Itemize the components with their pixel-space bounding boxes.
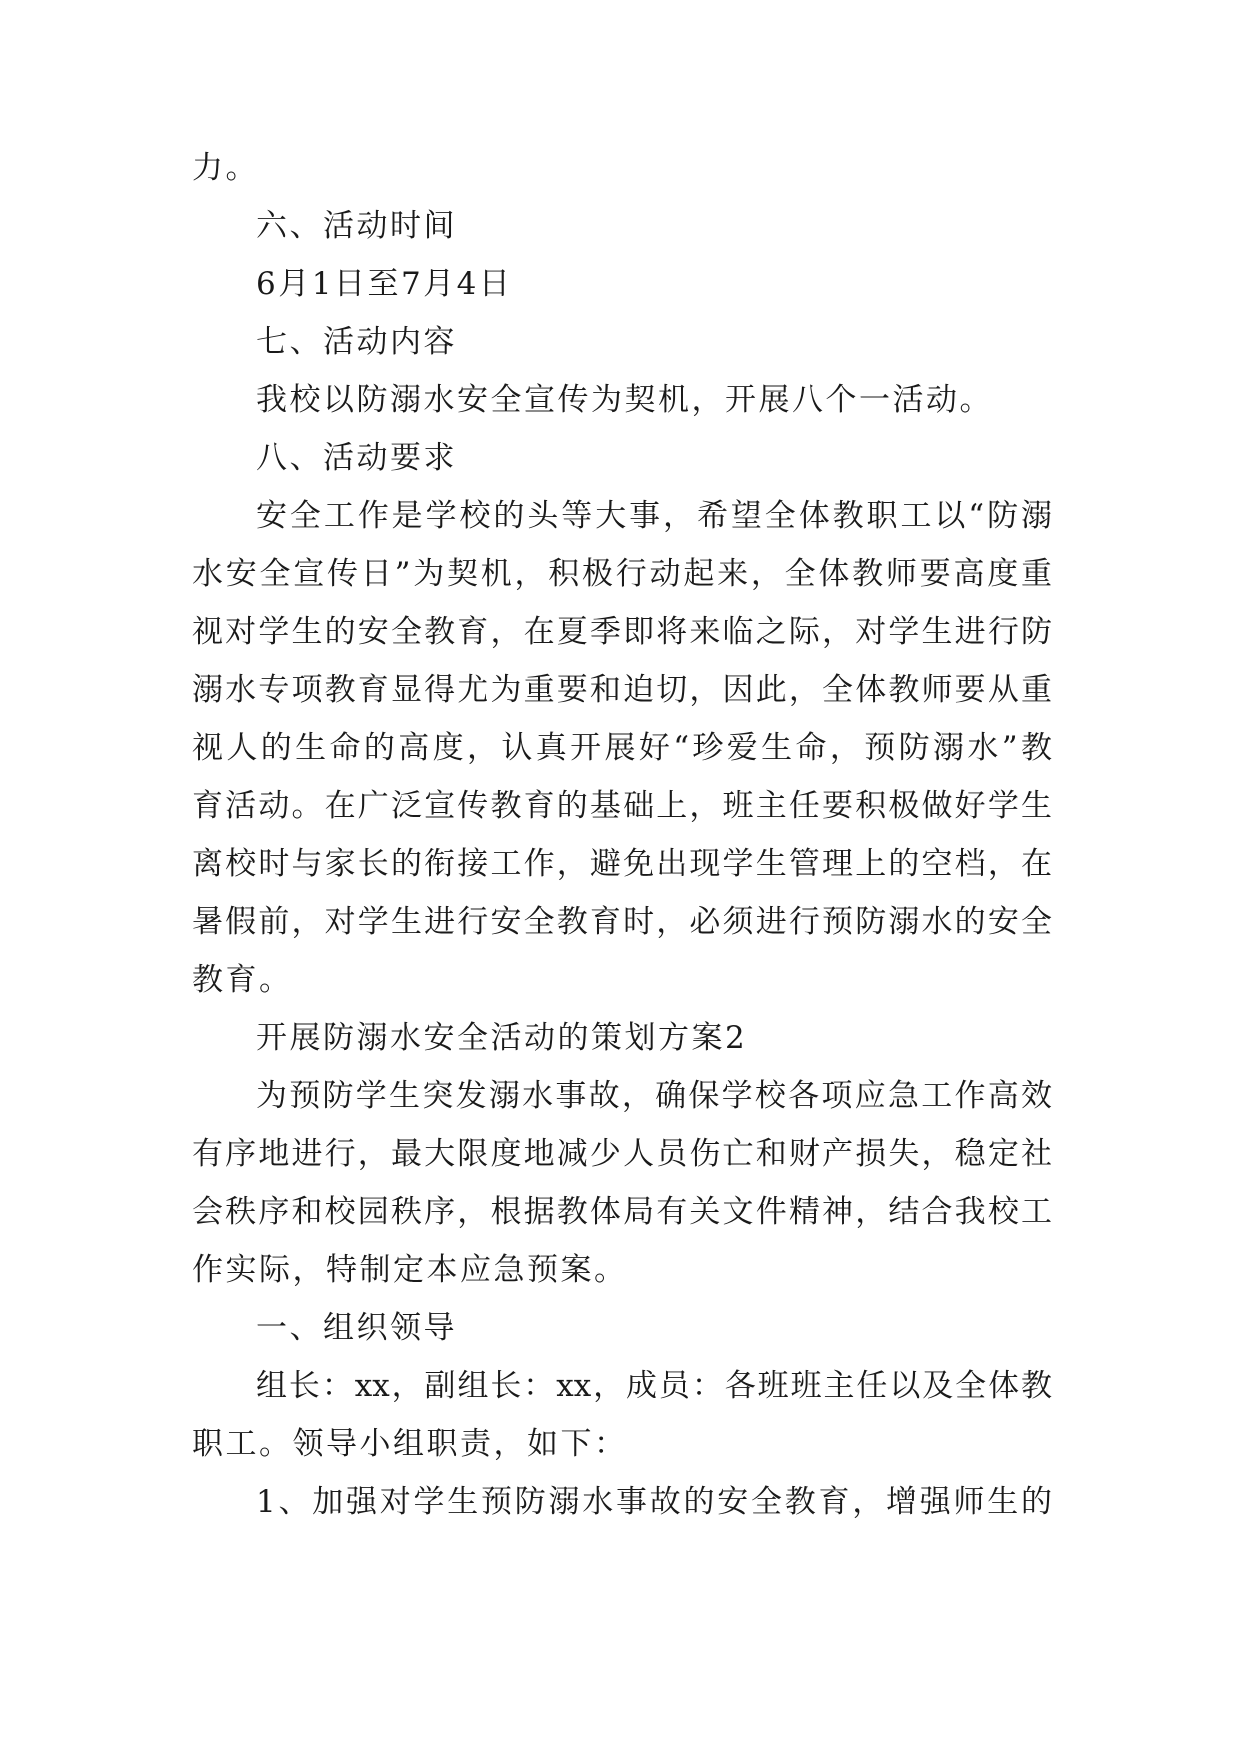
text-line: 会秩序和校园秩序，根据教体局有关文件精神，结合我校工: [192, 1194, 1052, 1230]
section-heading: 一、组织领导: [256, 1310, 457, 1346]
text-line: 育活动。在广泛宣传教育的基础上，班主任要积极做好学生: [192, 788, 1052, 824]
text-line: 组长：xx，副组长：xx，成员：各班班主任以及全体教: [256, 1368, 1052, 1404]
text-line: 视对学生的安全教育，在夏季即将来临之际，对学生进行防: [192, 614, 1052, 650]
text-line: 力。: [192, 150, 259, 186]
text-line: 离校时与家长的衔接工作，避免出现学生管理上的空档，在: [192, 846, 1052, 882]
text-line: 1、加强对学生预防溺水事故的安全教育，增强师生的: [256, 1484, 1052, 1520]
text-line: 为预防学生突发溺水事故，确保学校各项应急工作高效: [256, 1078, 1052, 1114]
text-line: 教育。: [192, 962, 293, 998]
text-line: 有序地进行，最大限度地减少人员伤亡和财产损失，稳定社: [192, 1136, 1052, 1172]
section-heading: 七、活动内容: [256, 324, 457, 360]
section-heading: 六、活动时间: [256, 208, 457, 244]
section-heading: 八、活动要求: [256, 440, 457, 476]
text-line: 作实际，特制定本应急预案。: [192, 1252, 628, 1288]
document-title: 开展防溺水安全活动的策划方案2: [256, 1020, 748, 1056]
text-line: 溺水专项教育显得尤为重要和迫切，因此，全体教师要从重: [192, 672, 1052, 708]
text-line: 职工。领导小组职责，如下：: [192, 1426, 628, 1462]
text-line: 我校以防溺水安全宣传为契机，开展八个一活动。: [256, 382, 993, 418]
text-line: 安全工作是学校的头等大事，希望全体教职工以“防溺: [256, 498, 1052, 534]
text-line: 视人的生命的高度，认真开展好“珍爱生命，预防溺水”教: [192, 730, 1052, 766]
text-line: 暑假前，对学生进行安全教育时，必须进行预防溺水的安全: [192, 904, 1052, 940]
text-line: 水安全宣传日”为契机，积极行动起来，全体教师要高度重: [192, 556, 1052, 592]
text-line: 6月1日至7月4日: [256, 266, 513, 302]
